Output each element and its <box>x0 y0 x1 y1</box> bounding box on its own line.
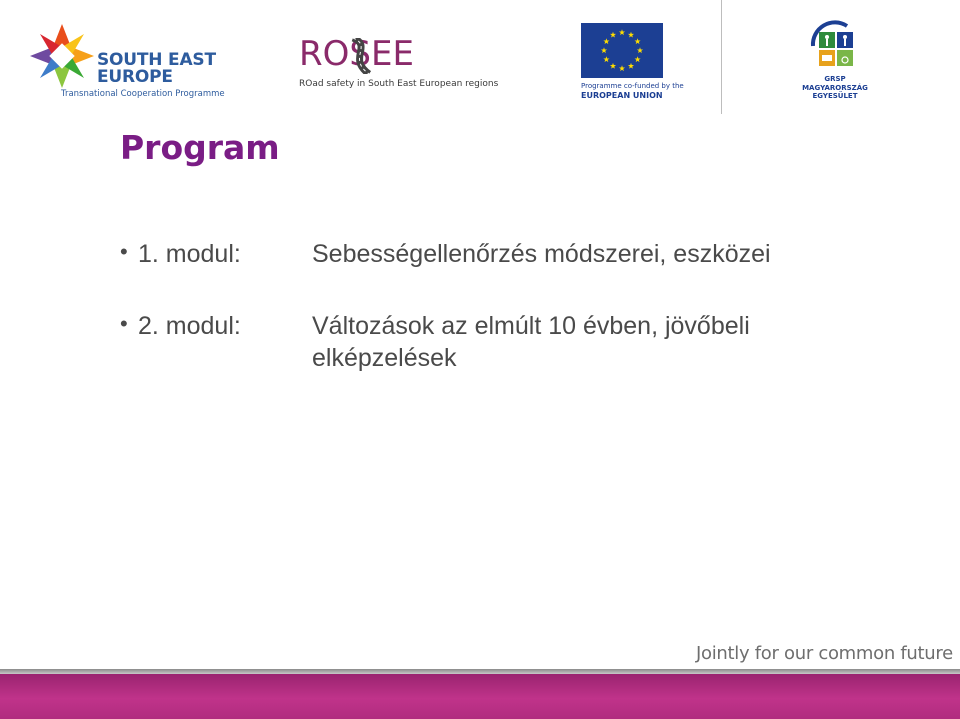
grsp-logo-icon <box>807 20 863 72</box>
footer-bar <box>0 674 960 719</box>
grsp-logo-text: GRSP MAGYARORSZÁG EGYESÜLET <box>802 75 868 100</box>
module-description: Sebességellenőrzés módszerei, eszközei <box>312 240 771 268</box>
see-logo-subtitle: Transnational Cooperation Programme <box>61 89 225 99</box>
eu-flag-icon <box>581 23 663 78</box>
module-label: 1. modul: <box>138 240 241 268</box>
road-curve-icon <box>345 38 375 74</box>
module-label: 2. modul: <box>138 312 241 340</box>
rosee-logo-name: ROSEE <box>299 34 414 74</box>
slide-title: Program <box>120 128 280 167</box>
see-logo-name: SOUTH EAST EUROPE <box>97 50 216 87</box>
bullet-marker: • <box>120 239 128 264</box>
header-divider <box>721 0 722 114</box>
bullet-marker: • <box>120 311 128 336</box>
rosee-logo-subtitle: ROad safety in South East European regions <box>299 79 499 89</box>
footer-tagline: Jointly for our common future <box>696 643 953 664</box>
module-description: Változások az elmúlt 10 évben, jövőbeli elképzelések <box>312 312 750 372</box>
eu-cofunded-text: Programme co-funded by the EUROPEAN UNION <box>581 82 684 100</box>
